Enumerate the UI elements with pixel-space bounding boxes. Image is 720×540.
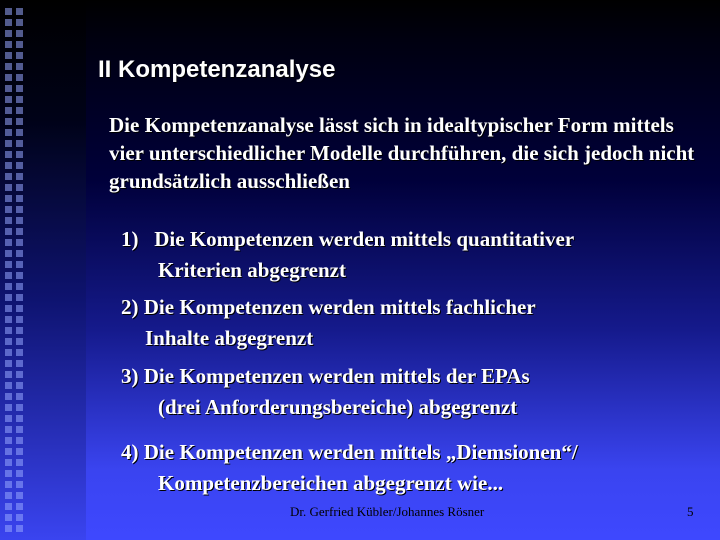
decor-square xyxy=(5,107,12,114)
decor-square xyxy=(5,525,12,532)
decor-square xyxy=(16,173,23,180)
decor-square xyxy=(5,382,12,389)
decor-square xyxy=(5,272,12,279)
decor-square xyxy=(5,52,12,59)
list-item-3 xyxy=(121,361,530,423)
decor-square xyxy=(16,195,23,202)
list-item-4 xyxy=(121,437,578,499)
decor-square xyxy=(16,415,23,422)
decor-square xyxy=(5,151,12,158)
decor-square xyxy=(16,239,23,246)
footer-author: Dr. Gerfried Kübler/Johannes Rösner xyxy=(290,504,485,519)
decor-square xyxy=(5,173,12,180)
decor-square xyxy=(5,481,12,488)
slide-title: II Kompetenzanalyse xyxy=(98,56,336,83)
decor-square xyxy=(16,492,23,499)
decor-square xyxy=(16,162,23,169)
decor-square xyxy=(16,481,23,488)
decor-square xyxy=(5,96,12,103)
decor-square xyxy=(5,195,12,202)
decor-square xyxy=(16,360,23,367)
decor-square xyxy=(16,206,23,213)
decor-square xyxy=(5,448,12,455)
decor-square xyxy=(5,514,12,521)
decor-square xyxy=(16,448,23,455)
list-item-2 xyxy=(121,292,536,354)
decor-square xyxy=(16,404,23,411)
decor-square xyxy=(16,305,23,312)
decor-square xyxy=(16,217,23,224)
decor-square xyxy=(5,162,12,169)
decor-square xyxy=(16,525,23,532)
decor-square xyxy=(16,19,23,26)
decor-square xyxy=(5,250,12,257)
decor-square xyxy=(16,459,23,466)
page-number: 5 xyxy=(687,504,694,519)
decor-square xyxy=(16,393,23,400)
list-item-1 xyxy=(121,224,574,286)
decor-square xyxy=(5,327,12,334)
decor-square xyxy=(5,261,12,268)
decor-square xyxy=(5,294,12,301)
list-item-1-line-1: 1) Die Kompetenzen werden mittels quantitativer xyxy=(121,227,575,251)
decor-square xyxy=(16,30,23,37)
decor-square xyxy=(16,272,23,279)
list-item-3-line-2: (drei Anforderungsbereiche) abgegrenzt xyxy=(158,395,518,419)
decor-square xyxy=(5,426,12,433)
decor-square xyxy=(5,74,12,81)
decor-square xyxy=(5,228,12,235)
decor-square xyxy=(5,338,12,345)
decor-square xyxy=(16,85,23,92)
decor-square xyxy=(16,118,23,125)
decor-square xyxy=(5,393,12,400)
decor-square xyxy=(5,30,12,37)
decor-square xyxy=(16,426,23,433)
decor-square xyxy=(5,283,12,290)
decor-square xyxy=(5,404,12,411)
decor-square xyxy=(16,349,23,356)
decor-square xyxy=(16,470,23,477)
decor-square xyxy=(16,184,23,191)
decor-square xyxy=(16,327,23,334)
decor-square xyxy=(16,96,23,103)
decor-square xyxy=(5,349,12,356)
decor-square xyxy=(5,118,12,125)
decor-square xyxy=(16,382,23,389)
decor-square xyxy=(16,294,23,301)
decor-square xyxy=(5,470,12,477)
decor-square xyxy=(16,437,23,444)
decor-square xyxy=(5,503,12,510)
decor-square xyxy=(16,52,23,59)
decor-square xyxy=(16,250,23,257)
decor-square xyxy=(16,129,23,136)
decor-square xyxy=(5,41,12,48)
list-item-2-line-1: 2) Die Kompetenzen werden mittels fachlicher xyxy=(121,295,536,319)
decor-square xyxy=(5,129,12,136)
square-pattern xyxy=(5,8,23,536)
intro-paragraph: Die Kompetenzanalyse lässt sich in idealtypischer Form mittels vier unterschiedlicher Modelle durchführen, die sich jedoch nicht grundsätzlich ausschließen xyxy=(109,113,695,193)
list-item-4-line-2: Kompetenzbereichen abgegrenzt wie... xyxy=(158,471,504,495)
decor-square xyxy=(5,140,12,147)
decor-square xyxy=(16,41,23,48)
decor-square xyxy=(5,437,12,444)
decor-square xyxy=(5,8,12,15)
decor-square xyxy=(5,19,12,26)
decor-square xyxy=(16,74,23,81)
decor-square xyxy=(16,107,23,114)
decor-square xyxy=(5,371,12,378)
decor-square xyxy=(5,184,12,191)
decor-square xyxy=(5,239,12,246)
list-item-3-line-1: 3) Die Kompetenzen werden mittels der EPAs xyxy=(121,364,530,388)
left-decorative-band xyxy=(0,0,86,540)
decor-square xyxy=(16,503,23,510)
decor-square xyxy=(5,492,12,499)
decor-square xyxy=(5,415,12,422)
list-item-2-line-2: Inhalte abgegrenzt xyxy=(145,326,314,350)
decor-square xyxy=(16,151,23,158)
decor-square xyxy=(5,85,12,92)
list-item-4-line-1: 4) Die Kompetenzen werden mittels „Diemsionen“/ xyxy=(121,440,578,464)
decor-square xyxy=(16,63,23,70)
decor-square xyxy=(16,283,23,290)
decor-square xyxy=(5,316,12,323)
decor-square xyxy=(16,140,23,147)
decor-square xyxy=(5,63,12,70)
decor-square xyxy=(16,8,23,15)
decor-square xyxy=(5,305,12,312)
decor-square xyxy=(16,316,23,323)
decor-square xyxy=(16,228,23,235)
decor-square xyxy=(16,338,23,345)
decor-square xyxy=(5,360,12,367)
decor-square xyxy=(5,459,12,466)
decor-square xyxy=(5,217,12,224)
list-item-1-line-2: Kriterien abgegrenzt xyxy=(158,258,346,282)
decor-square xyxy=(5,206,12,213)
decor-square xyxy=(16,261,23,268)
decor-square xyxy=(16,514,23,521)
decor-square xyxy=(16,371,23,378)
